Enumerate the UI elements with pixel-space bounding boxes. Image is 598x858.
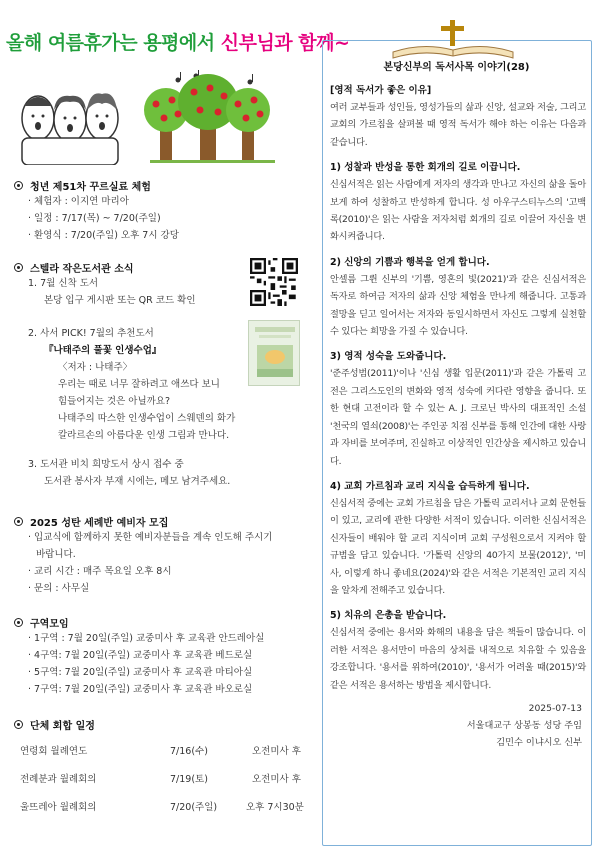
banner-title <box>6 28 349 55</box>
point-heading: 2) 신앙의 기쁨과 행복을 얻게 합니다. <box>330 256 490 268</box>
banner-part2: 신부님과 함께~ <box>220 32 350 54</box>
section-title: 청년 제51차 꾸르실료 체험 <box>30 181 151 193</box>
qr-code-icon[interactable] <box>250 258 298 306</box>
schedule-row <box>14 794 342 822</box>
point-heading: 4) 교회 가르침과 교리 지식을 습득하게 됩니다. <box>330 480 530 492</box>
library-item-title: 2. 사서 PICK! 7월의 추천도서 <box>28 328 154 339</box>
bullet-icon <box>14 517 23 526</box>
point-body: 신심서적 중에는 용서와 화해의 내용을 담은 책들이 많습니다. 이러한 서적은 용서만이 마음의 상처를 내적으로 치유할 수 있음을 강조합니다. '용서를 위하여(2010)', '용서가 어려울 때(2015)'와 같은 서적은 용서하는 방법을 제시합니다. <box>330 627 586 691</box>
section-camp <box>14 177 179 244</box>
library-item-title: 1. 7월 신착 도서 <box>28 278 99 289</box>
bullet-icon <box>14 720 23 729</box>
point-body: 안셀름 그륀 신부의 '기쁨, 영혼의 빛(2021)'과 같은 신심서적은 독자로 하여금 저자의 삶과 신앙 체험을 만나게 해줍니다. 고통과 절망을 딛고 일어서는 저자와 동일시하면서 자신도 그렇게 실천할 수 있다는 희망을 가질 수 있습니다. <box>330 273 586 338</box>
library-item-text: 본당 입구 게시판 또는 QR 코드 확인 <box>44 295 196 306</box>
pastor-column-box <box>322 40 592 846</box>
district-row: · 5구역: 7월 20일(주일) 교중미사 후 교육관 마티아실 <box>28 667 253 678</box>
book-desc-line: 힘들어지는 것은 아닐까요? <box>58 396 171 407</box>
book-cover-image <box>248 320 300 386</box>
column-signature-line1: 서울대교구 상봉동 성당 주임 <box>466 719 582 731</box>
schedule-date: 7/20(주일) <box>170 802 218 813</box>
schedule-row <box>14 766 342 794</box>
district-row: · 7구역: 7월 20일(주일) 교중미사 후 교육관 바오로실 <box>28 684 253 695</box>
book-desc-line: 칼라르손의 아름다운 인생 그림과 만나다. <box>58 430 230 441</box>
district-row: · 4구역: 7월 20일(주일) 교중미사 후 교육관 베드로실 <box>28 650 253 661</box>
schedule-time: 오전미사 후 <box>252 746 301 757</box>
column-body <box>330 83 586 751</box>
schedule-date: 7/16(수) <box>170 746 208 757</box>
schedule-name: 울뜨레아 월례회의 <box>20 802 97 813</box>
singers-icon <box>22 93 118 165</box>
section-title: 구역모임 <box>30 618 69 630</box>
book-author: 〈저자 : 나태주〉 <box>58 362 133 373</box>
bullet-icon <box>14 181 23 190</box>
schedule-time: 오후 7시30분 <box>246 802 304 813</box>
section-baptism <box>14 513 272 597</box>
library-item-title: 3. 도서관 비치 희망도서 상시 접수 중 <box>28 459 184 470</box>
point-heading: 5) 치유의 은총을 받습니다. <box>330 610 447 622</box>
column-title: 본당신부의 독서사목 이야기(28) <box>383 62 530 73</box>
book-desc-line: 우리는 때로 너무 잘하려고 애쓰다 보니 <box>58 379 220 390</box>
section-library <box>14 259 235 490</box>
column-intro-heading: [영적 독서가 좋은 이유] <box>330 85 432 96</box>
column-signature-line2: 김민수 이냐시오 신부 <box>496 736 582 748</box>
baptism-line: · 문의 : 사무실 <box>28 583 90 594</box>
section-title: 단체 회합 일정 <box>30 720 95 732</box>
cross-book-icon <box>383 20 523 60</box>
schedule-name: 연령회 월례연도 <box>20 746 88 757</box>
column-date: 2025-07-13 <box>528 702 582 714</box>
section-title: 2025 성탄 세례반 예비자 모집 <box>30 517 169 529</box>
camp-line: · 체험자 : 이지연 마리아 <box>28 196 129 207</box>
baptism-line: · 입교식에 함께하지 못한 예비자분들을 계속 인도해 주시기 <box>28 532 273 543</box>
section-district <box>14 614 264 698</box>
point-body: 신심서적은 읽는 사람에게 저자의 생각과 만나고 자신의 삶을 돌아보게 하여 성찰하고 반성하게 합니다. 성 아우구스티누스의 '고백록(2010)'은 읽는 사람을 저자처럼 회개의 길로 이끌어 자신을 변화시켜줍니다. <box>330 179 586 243</box>
section-groups <box>14 716 342 822</box>
baptism-line: 바랍니다. <box>36 549 76 560</box>
banner-part1: 올해 여름휴가는 용평에서 <box>6 32 221 54</box>
district-row: · 1구역 : 7월 20일(주일) 교중미사 후 교육관 안드레아실 <box>28 633 265 644</box>
point-heading: 3) 영적 성숙을 도와줍니다. <box>330 351 447 363</box>
schedule-date: 7/19(토) <box>170 774 208 785</box>
library-item-text: 도서관 봉사자 부재 시에는, 메모 남겨주세요. <box>44 476 231 487</box>
singers-and-trees-illustration <box>10 70 300 165</box>
camp-line: · 환영식 : 7/20(주일) 오후 7시 강당 <box>28 230 179 241</box>
section-title: 스텔라 작은도서관 소식 <box>30 263 134 275</box>
column-intro: 여러 교부들과 성인들, 영성가들의 삶과 신앙, 설교와 저술, 그리고 교회의 가르침을 살펴볼 때 영적 독서가 해야 하는 이유는 다음과 같습니다. <box>330 102 586 148</box>
point-body: 신심서적 중에는 교회 가르침을 담은 가톨릭 교리서나 교회 문헌들이 있고, 교리에 관한 다양한 서적이 있습니다. 이러한 신심서적은 신자들이 배워야 할 교리 지식이며 교회 구성원으로서 지켜야 할 규범을 담고 있습니다. '가톨릭 신앙의 40가지 보물(2012)', '미사, 이렇게 하니 좋네요(2024)'와 같은 서적은 기본적인 교리 지식을 알차게 전해주고 있습니다. <box>330 497 586 596</box>
book-cover-art <box>249 321 301 387</box>
recommended-book-title: 『나태주의 풀꽃 인생수업』 <box>44 345 162 356</box>
schedule-time: 오전미사 후 <box>252 774 301 785</box>
camp-line: · 일정 : 7/17(목) ~ 7/20(주일) <box>28 213 161 224</box>
apple-trees-icon <box>144 74 275 163</box>
bullet-icon <box>14 263 23 272</box>
schedule-name: 전례분과 월례회의 <box>20 774 97 785</box>
schedule-row <box>14 738 342 766</box>
point-body: '준주성범(2011)'이나 '신심 생활 입문(2011)'과 같은 가톨릭 고전은 그리스도인의 변화와 영적 성숙에 커다란 영향을 줍니다. 또한 현대 고전이라 할 수 있는 A. J. 크로닌 박사의 대표적인 소설 '천국의 열쇠(2008)'는 주인공 치점 신부를 통해 인간에 대한 사랑과 자비를 보여주며, 진실하고 이상적인 인간상을 제시하고 있습니다. <box>330 368 586 467</box>
book-desc-line: 나태주의 따스한 인생수업이 스웨덴의 화가 <box>58 413 236 424</box>
baptism-line: · 교리 시간 : 매주 목요일 오후 8시 <box>28 566 172 577</box>
bullet-icon <box>14 618 23 627</box>
point-heading: 1) 성찰과 반성을 통한 회개의 길로 이끕니다. <box>330 162 521 174</box>
